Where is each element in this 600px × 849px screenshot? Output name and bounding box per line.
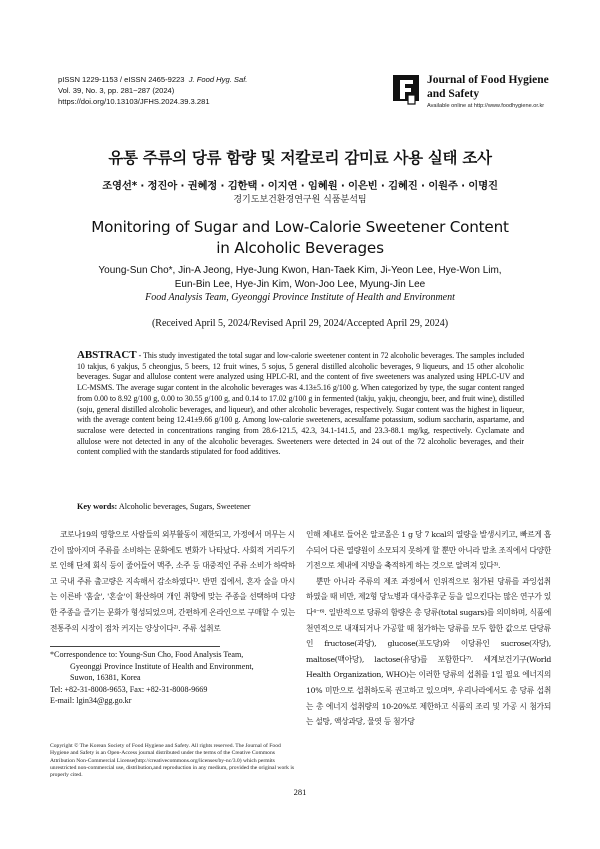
footnote-divider <box>50 646 220 647</box>
correspondence <box>50 649 295 707</box>
title-english-line2: in Alcoholic Beverages <box>216 239 384 257</box>
title-korean: 유통 주류의 당류 함량 및 저칼로리 감미료 사용 실태 조사 <box>108 149 492 167</box>
body-column-right <box>306 527 551 730</box>
issn-line <box>58 74 247 85</box>
copyright-notice: Copyright © The Korean Society of Food Hygiene and Safety. All rights reserved. The Journal of Food Hygiene and Safety is an Open-Access journal distributed under the terms of the Creative Commons Attribution Non-Commercial License(http://creativecommons.org/licenses/by-nc/3.0) which permits unrestricted non-commercial use, distribution,and reproduction in any medium, provided the original work is properly cited. <box>50 743 295 779</box>
institution-english: Food Analysis Team, Gyeonggi Province Institute of Health and Environment <box>145 292 455 303</box>
logo-title-line2: and Safety <box>427 87 480 100</box>
page-number: 281 <box>293 787 307 797</box>
body-paragraph: 인해 체내로 들어온 알코올은 1 g 당 7 kcal의 열량을 발생시키고, 빠르게 흡수되어 다른 열량원이 소모되지 못하게 할 뿐만 아니라 말초 조직에서 다양한 기전으로 체내에 지방을 축적하게 하는 것으로 알려져 있다³⁾. <box>306 530 551 571</box>
body-paragraph: 코로나19의 영향으로 사람들의 외부활동이 제한되고, 가정에서 머무는 시간이 많아지며 주류를 소비하는 문화에도 변화가 나타났다. 사회적 거리두기로 인해 단체 회식 등이 줄어들어 맥주, 소주 등 대중적인 주류 소비가 하락하고 국내 주류 출고량은 지속해서 감소하였다¹⁾. 반면 집에서, 혼자 술을 마시는 이른바 '홈술', '혼술'이 확산하며 개인 취향에 맞는 주종을 선택하며 다양한 주종을 즐기는 문화가 형성되었으며, 간편하게 온라인으로 구매할 수 있는 전통주의 시장이 점차 커지는 양상이다²⁾. 주류 섭취로 <box>50 530 295 633</box>
title-english-line1: Monitoring of Sugar and Low-Calorie Sweetener Content <box>91 218 509 236</box>
received-dates: (Received April 5, 2024/Revised April 29, 2024/Accepted April 29, 2024) <box>151 318 449 329</box>
correspondence-line: Gyeonggi Province Institute of Health and Environment, <box>70 661 254 671</box>
keywords-text: Alcoholic beverages, Sugars, Sweetener <box>117 502 251 511</box>
journal-logo-icon <box>391 74 421 106</box>
logo-title <box>427 74 549 101</box>
abstract-heading: ABSTRACT <box>77 349 137 361</box>
issn-text: pISSN 1229-1153 / eISSN 2465-9223 <box>58 75 185 84</box>
logo-title-line1: Journal of Food Hygiene <box>427 74 549 86</box>
abstract <box>77 350 524 458</box>
authors-english-line2: Eun-Bin Lee, Hye-Jin Kim, Won-Joo Lee, Myung-Jin Lee <box>174 279 426 290</box>
institution-korean: 경기도보건환경연구원 식품분석팀 <box>233 195 367 205</box>
correspondence-email[interactable]: E-mail: lgin34@gg.go.kr <box>50 696 132 705</box>
journal-logo <box>391 72 551 118</box>
correspondence-line: *Correspondence to: Young-Sun Cho, Food Analysis Team, <box>50 650 244 659</box>
body-column-left <box>50 527 295 636</box>
correspondence-phone: Tel: +82-31-8008-9653, Fax: +82-31-8008-9669 <box>50 684 208 694</box>
journal-meta <box>58 74 247 108</box>
keywords-label: Key words: <box>77 502 118 511</box>
correspondence-line: Suwon, 16381, Korea <box>70 673 141 682</box>
authors-korean: 조영선* · 정진아 · 권혜정 · 김한택 · 이지연 · 임혜원 · 이은빈 · 김혜진 · 이원주 · 이명진 <box>102 180 498 192</box>
logo-url[interactable]: Available online at http://www.foodhygiene.or.kr <box>427 103 545 109</box>
title-english <box>60 217 540 259</box>
body-paragraph: 뿐만 아니라 주류의 제조 과정에서 인위적으로 첨가된 당류를 과잉섭취 하였을 때 비만, 제2형 당뇨병과 대사증후군 등을 일으킨다는 많은 연구가 있다⁴⁻⁶⁾. 일반적으로 당류의 함량은 총 당류(total sugars)를 의미하며, 식품에 천연적으로 내재되거나 가공할 때 첨가하는 당류를 모두 합한 값으로 단당류인 fructose(과당), glucose(포도당)와 이당류인 sucrose(자당), maltose(맥아당), lactose(유당)를 포함한다⁷⁾. 세계보건기구(World Health Organization, WHO)는 이러한 당류의 섭취를 1일 필요 에너지의 10% 미만으로 섭취하도록 권고하고 있으며⁸⁾, 우리나라에서도 총 당류 섭취는 총 에너지 섭취량의 10-20%로 제한하고 식품의 조리 및 가공 시 첨가되는 설탕, 액상과당, 물엿 등 첨가당 <box>306 576 551 727</box>
abstract-text: - This study investigated the total sugar and low-calorie sweetener content in 72 alcoholic beverages. The samples included 10 takjus, 6 yakjus, 5 cheongjus, 5 beers, 12 fruit wines, 5 sojus, 5 general distilled alcoholic beverages, 9 liqueurs, and 15 other alcoholic beverages. Sugar and allulose content were analyzed using HPLC-RI, and the content of five sweeteners was analyzed using HPLC-UV and LC-MSMS. The average sugar content in the alcoholic beverages was 4.13±5.16 g/100 g. When categorized by type, the sugar content ranged from 0.00 to 8.92 g/100 g, 0.00 to 30.55 g/100 g, and 0.14 to 17.02 g/100 g in fermented (takju, yakju, cheongju, beer, and fruit wine), distilled (soju, general distilled alcoholic beverages, and liqueur), and other alcoholic beverages, respectively. Sugar content was the highest in liqueur, with the average content being 12.41±9.66 g/100 g. Among low-calorie sweeteners, acesulfame potassium, sodium saccharin, aspartame, and sucralose were detected in concentrations ranging from 28.6-121.5, 42.3, 34.1-141.5, and 23.3-88.1 mg/kg, respectively. Cyclamate and allulose were not detected in any of the alcoholic beverages. Sweeteners were detected in 24 out of the 72 alcoholic beverages, and their content complied with the standards stipulated for food additives. <box>77 351 524 457</box>
keywords <box>77 502 524 511</box>
volume-line: Vol. 39, No. 3, pp. 281~287 (2024) <box>58 86 175 96</box>
journal-abbrev: J. Food Hyg. Saf. <box>188 75 248 84</box>
authors-english <box>75 264 525 292</box>
authors-english-line1: Young-Sun Cho*, Jin-A Jeong, Hye-Jung Kwon, Han-Taek Kim, Ji-Yeon Lee, Hye-Won Lim, <box>98 265 502 276</box>
doi-link[interactable]: https://doi.org/10.13103/JFHS.2024.39.3.281 <box>58 97 210 107</box>
